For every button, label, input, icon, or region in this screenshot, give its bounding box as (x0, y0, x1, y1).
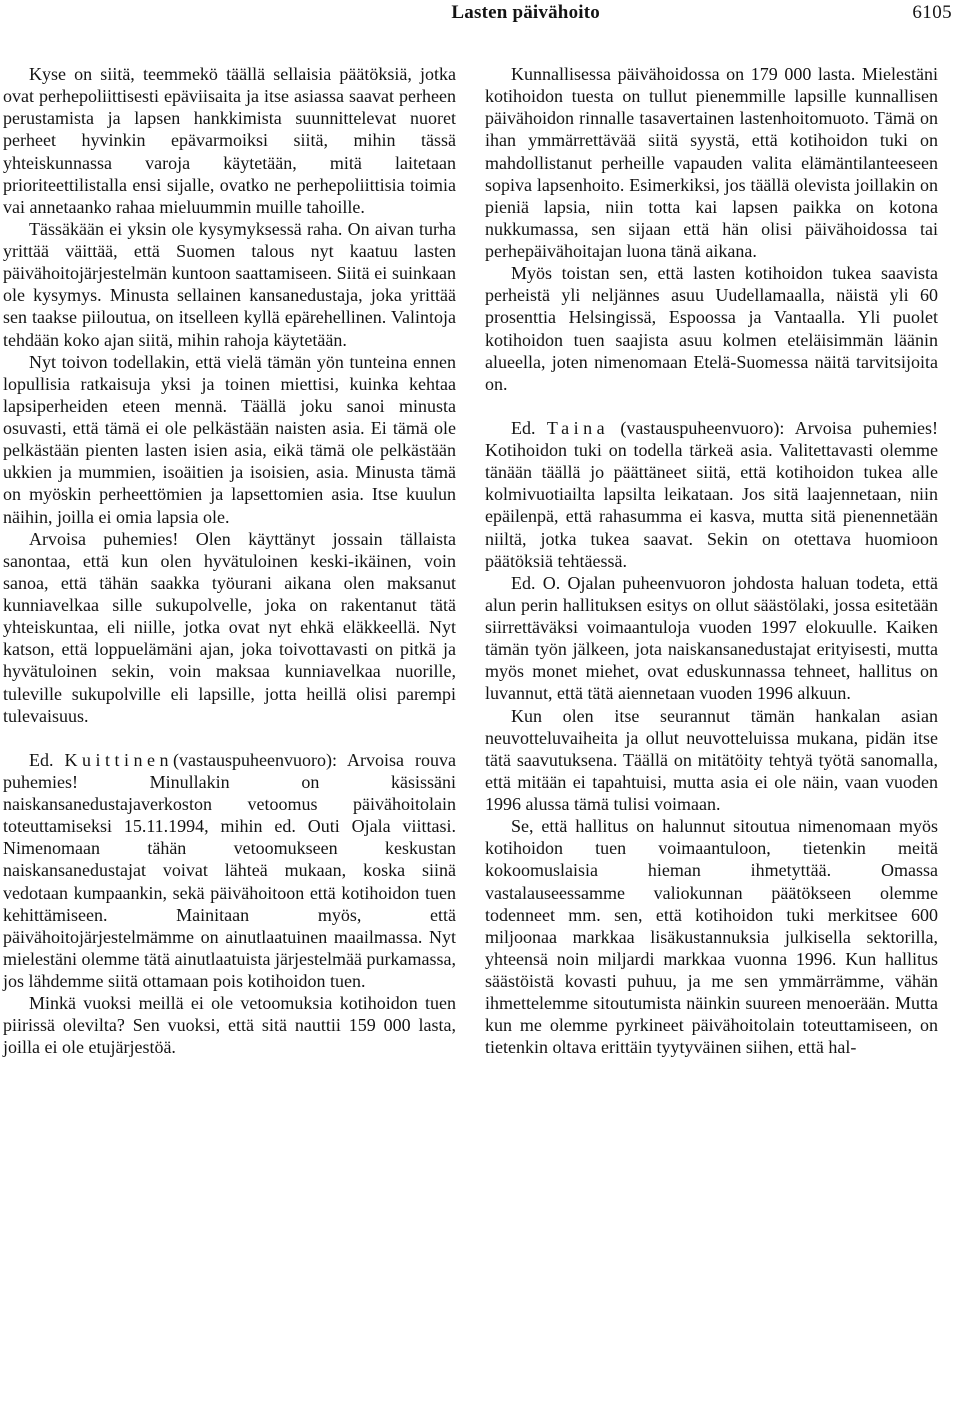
paragraph: Nyt toivon todellakin, että vielä tämän yön tunteina ennen lopullisia ratkaisuja yksi ja toinen miettisi, kuinka kehtaa lapsiperheiden eteen mennä. Täällä joku sanoi minusta osuvasti, että tämä ei ole pelkästään naisten asia. Ei tämä ole pelkästään pienten lasten isien asia, eikä tämä ole pelkästään ukkien ja mummien, isoäitien ja isoisien, asia. Minusta tämä on myöskin perheettömien ja lapsettomien asia. Itse kuulun näihin, joilla ei omia lapsia ole. (3, 351, 456, 527)
speech-text: (vastauspuheenvuoro): Arvoisa puhemies! Kotihoidon tuki on todella tärkeä asia. Valitettavasti olemme tänään täällä jo päättäneet siitä, että kotihoidon tukea alle kolmivuotiailta lapsilta leikataan. Jos sitä laajennetaan, niin epäilenpä, että rahasumma ei kasva, mutta sitä pienennetään niiltä, jotka tukea saavat. Sekin on otettava huomioon päätöksiä tehtäessä. (485, 417, 939, 571)
speech-paragraph (485, 417, 938, 572)
speaker-prefix: Ed. (29, 749, 54, 770)
right-column (485, 63, 938, 1423)
paragraph: Minkä vuoksi meillä ei ole vetoomuksia kotihoidon tuen piirissä olevilta? Sen vuoksi, että sitä nauttii 159 000 lasta, joilla ei ole etujärjestöä. (3, 993, 456, 1058)
speaker-prefix: Ed. (511, 417, 536, 438)
paragraph: Ed. O. Ojalan puheenvuoron johdosta haluan todeta, että alun perin hallituksen esitys on ollut säästölaki, jossa esitetään siirrettäväksi voimaantuloja vuoden 1997 elokuulle. Kaiken tämän työn jälkeen, jota naiskansanedustajat erityisesti, mutta myös monet miehet, ovat eduskunnassa tehneet, hallitus on luvannut, että tätä aiennetaan vuoden 1996 alkuun. (485, 572, 938, 704)
page-number: 6105 (912, 2, 952, 23)
running-title: Lasten päivähoito (451, 2, 600, 23)
speaker-name: Taina (546, 417, 610, 438)
paragraph: Arvoisa puhemies! Olen käyttänyt jossain tällaista sanontaa, että kun olen hyvätuloinen keski-ikäinen, voin sanoa, että tähän saakka työurani aikana olen maksanut kunniavelkaa sille sukupolvelle, joka on rakentanut tätä yhteiskuntaa, eli niille, jotka ovat nyt ehkä eläkkeellä. Nyt katson, että loppuelämäni ajan, joka toivottavasti on pitkä ja hyvätuloinen sekin, voin maksaa kunniavelkaa nuorille, tuleville sukupolville eli lapsille, jotta heillä olisi parempi tulevaisuus. (3, 528, 456, 726)
paragraph: Kunnallisessa päivähoidossa on 179 000 lasta. Mielestäni kotihoidon tuesta on tullut pienemmille lapsille kunnallisen päivähoidon rinnalle tasavertainen lastenhoitomuoto. Tämä on ihan ymmärrettävää siitä syystä, että kotihoidon tuki on mahdollistanut perheille vapauden valita elämäntilanteeseen sopiva lapsenhoito. Esimerkiksi, jos täällä olevista joillakin on pieniä lapsia, niin totta kai lapsen paikka on kotona nukkumassa, sen sijaan että hän olisi päivähoidossa tai perhepäivähoitajan luona tänä aikana. (485, 64, 938, 261)
speaker-name: Kuittinen (64, 749, 174, 770)
speech-paragraph (3, 749, 456, 992)
paragraph: Myös toistan sen, että lasten kotihoidon tukea saavista perheistä yli neljännes asuu Uudellamaalla, näistä yli 60 prosenttia Helsingissä, Espoossa ja Vantaalla. Yli puolet kotihoidon tuen saajista asuu kolmen eteläisimmän läänin alueella, joten nimenomaan Etelä-Suomessa näitä tarvitsijoita on. (485, 263, 938, 394)
paragraph: Kyse on siitä, teemmekö täällä sellaisia päätöksiä, jotka ovat perhepoliittisesti epäviisaita ja itse asiassa saavat perheen perustamista ja lapsen hankkimista suunnittelevat nuoret perheet hyvinkin epävarmoiksi siitä, mihin tässä yhteiskunnassa varoja käytetään, mitä laitetaan prioriteettilistalla ensi sijalle, ovatko ne perhepoliittisia toimia vai annetaanko rahaa mieluummin muille tahoille. (3, 64, 456, 217)
speech-text: (vastauspuheenvuoro): Arvoisa rouva puhemies! Minullakin on käsissäni naiskansanedustajaverkoston vetoomus päivähoitolain toteuttamiseksi 15.11.1994, mihin ed. Outi Ojala viittasi. Nimenomaan tähän vetoomukseen keskustan naiskansanedustajat voivat lähteä mukaan, koska siinä vedotaan kumpaankin, sekä päivähoitoon että kotihoidon tuen kehittämiseen. Mainitaan myös, että päivähoitojärjestelmämme on ainutlaatuinen maailmassa. Nyt mielestäni olemme tätä ainutlaatuista järjestelmää purkamassa, jos lähdemme siitä ottamaan pois kotihoidon tuen. (3, 749, 457, 991)
left-column (3, 63, 456, 1423)
paragraph: Se, että hallitus on halunnut sitoutua nimenomaan myös kotihoidon tuen voimaantuloon, tietenkin meitä kokoomuslaisia hieman ihmetyttää. Omassa vastalauseessamme valiokunnan päätökseen olemme todenneet mm. sen, että kotihoidon tuki merkitsee 600 miljoonaa markkaa lisäkustannuksia julkisella sektorilla, yhteensä noin miljardi markkaa vuonna 1996. Kun hallitus säästöistä kovasti puhuu, ja me sen ymmärrämme, vähän ihmettelemme sitoutumista näinkin suureen menoerään. Mutta kun me olemme pyrkineet päivähoitolain toteuttamiseen, on tietenkin oltava erittäin tyytyväinen siihen, että hal- (485, 816, 938, 1058)
page-header (0, 0, 960, 30)
paragraph: Tässäkään ei yksin ole kysymyksessä raha. On aivan turha yrittää väittää, että Suomen talous nyt kaatuu lasten päivähoitojärjestelmän kuntoon saattamiseen. Siitä ei suinkaan ole kysymys. Minusta sellainen kansanedustaja, joka yrittää sen taakse piiloutua, on itselleen kyllä epärehellinen. Valintoja tehdään koko ajan siitä, mihin rahoja käytetään. (3, 218, 456, 350)
paragraph: Kun olen itse seurannut tämän hankalan asian neuvotteluvaiheita ja ollut neuvotteluissa mukana, pidän itse tätä saavutuksena. Täällä on mitätöity tehtyä työtä sanomalla, että mitään ei tapahtuisi, mutta asia ei ole näin, vaan vuoden 1996 alussa tämä tulisi voimaan. (485, 705, 938, 814)
